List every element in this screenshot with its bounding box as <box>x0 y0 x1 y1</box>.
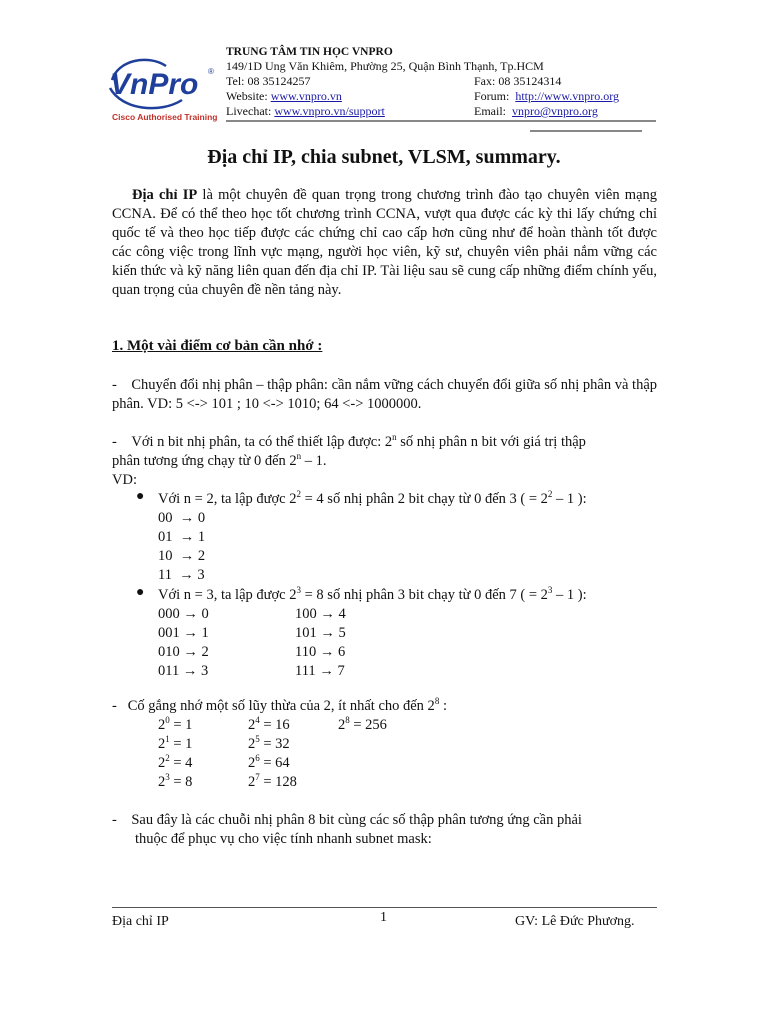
page-title: Địa chỉ IP, chia subnet, VLSM, summary. <box>207 146 561 168</box>
footer-left: Địa chỉ IP <box>112 914 169 929</box>
email-link[interactable]: vnpro@vnpro.org <box>512 104 598 118</box>
vnpro-logo <box>108 50 220 124</box>
org-name: TRUNG TÂM TIN HỌC VNPRO <box>226 46 393 58</box>
power-entry: $2^4 = 16$ <box>248 715 290 733</box>
power-entry: $2^1 = 1$ <box>158 734 193 752</box>
power-entry: $2^3 = 8$ <box>158 772 193 790</box>
n3-row-right: 101 → 5 <box>295 625 346 641</box>
page-number: 1 <box>380 910 387 925</box>
item-table-line2: thuộc để phục vụ cho việc tính nhanh subnet mask: <box>135 831 432 847</box>
svg-text:®: ® <box>208 67 214 76</box>
org-fax: Fax: 08 35124314 <box>474 74 562 88</box>
power-entry: $2^6 = 64$ <box>248 753 290 771</box>
livechat-row: Livechat: www.vnpro.vn/support <box>226 104 385 118</box>
n3-row-right: 110 → 6 <box>295 644 346 660</box>
power-entry: $2^7 = 128$ <box>248 772 297 790</box>
email-row: Email: vnpro@vnpro.org <box>474 104 598 118</box>
n3-row-right: 111 → 7 <box>295 663 345 679</box>
n2-row: 01 → 1 <box>158 529 206 545</box>
footer-divider <box>112 907 657 908</box>
n3-row-left: 000 → 0 <box>158 606 209 622</box>
item-table-line1: - Sau đây là các chuỗi nhị phân 8 bit cùng các số thập phân tương ứng cần phải <box>112 812 582 828</box>
website-link[interactable]: www.vnpro.vn <box>270 89 342 103</box>
n3-row-left: 011 → 3 <box>158 663 209 679</box>
footer-right: GV: Lê Đức Phương. <box>515 914 635 929</box>
header-divider-short <box>530 130 642 132</box>
item-nbit-line1: - Với n bit nhị phân, ta có thể thiết lập được: 2$^n$ số nhị phân n bit với giá trị thập <box>112 432 586 450</box>
n2-row: 00 → 0 <box>158 510 206 526</box>
item-powers: - Cố gắng nhớ một số lũy thừa của 2, ít nhất cho đến $2^8$ : <box>112 696 447 714</box>
org-address: 149/1D Ung Văn Khiêm, Phường 25, Quận Bình Thạnh, Tp.HCM <box>226 59 544 73</box>
item-nbit-line2: phân tương ứng chạy từ 0 đến 2$^n$ – 1. <box>112 451 327 469</box>
n3-row-left: 001 → 1 <box>158 625 209 641</box>
bullet-dot: ● <box>136 489 145 504</box>
n2-row: 10 → 2 <box>158 548 206 564</box>
item-convert: - Chuyển đổi nhị phân – thập phân: cần nắm vững cách chuyển đổi giữa số nhị phân và thập phân. VD: 5 <-> 101 ; 10 <-> 1010; 64 <-> 1000000. <box>112 377 658 412</box>
org-tel: Tel: 08 35124257 <box>226 74 311 88</box>
bullet-dot: ● <box>136 585 145 600</box>
header-divider <box>226 120 656 122</box>
power-entry: $2^0 = 1$ <box>158 715 193 733</box>
vd-label: VD: <box>112 472 137 488</box>
power-entry: $2^2 = 4$ <box>158 753 193 771</box>
n2-row: 11 → 3 <box>158 567 205 583</box>
intro-bold: Địa chỉ IP <box>132 187 198 203</box>
intro-paragraph: Địa chỉ IP là một chuyên đề quan trọng trong chương trình đào tạo chuyên viên mạng CCNA. Để có thể theo học tốt chương trình CCNA, vượt qua được các kỳ thi lấy chứng chỉ quốc tế và theo học tiếp được các chứng chỉ cao cấp hơn cũng như để hoàn thành tốt được các công việc trong lĩnh vực mạng, người học viên, kỹ sư, chuyên viên phải nắm vững các kiến thức và kỹ năng liên quan đến địa chỉ IP. Tài liệu sau sẽ cung cấp những điểm chính yếu, quan trọng của chuyên đề nền tảng này. <box>112 187 658 298</box>
n3-row-left: 010 → 2 <box>158 644 209 660</box>
forum-row: Forum: http://www.vnpro.org <box>474 89 620 103</box>
website-row: Website: www.vnpro.vn <box>226 89 342 103</box>
bullet-n2-text: Với n = 2, ta lập được $2^2 = 4$ số nhị phân 2 bit chạy từ 0 đến 3 ( = $2^2 - 1$ ): <box>158 489 587 507</box>
power-entry: $2^5 = 32$ <box>248 734 290 752</box>
power-entry: $2^8 = 256$ <box>338 715 387 733</box>
section-heading: 1. Một vài điểm cơ bản cần nhớ : <box>112 338 323 354</box>
bullet-n3-text: Với n = 3, ta lập được $2^3 = 8$ số nhị phân 3 bit chạy từ 0 đến 7 ( = $2^3 - 1$ ): <box>158 585 587 603</box>
n3-row-right: 100 → 4 <box>295 606 346 622</box>
forum-link[interactable]: http://www.vnpro.org <box>515 89 620 103</box>
livechat-link[interactable]: www.vnpro.vn/support <box>274 104 385 118</box>
logo-tagline: Cisco Authorised Training <box>112 112 218 122</box>
logo-text: VnPro <box>110 68 199 101</box>
